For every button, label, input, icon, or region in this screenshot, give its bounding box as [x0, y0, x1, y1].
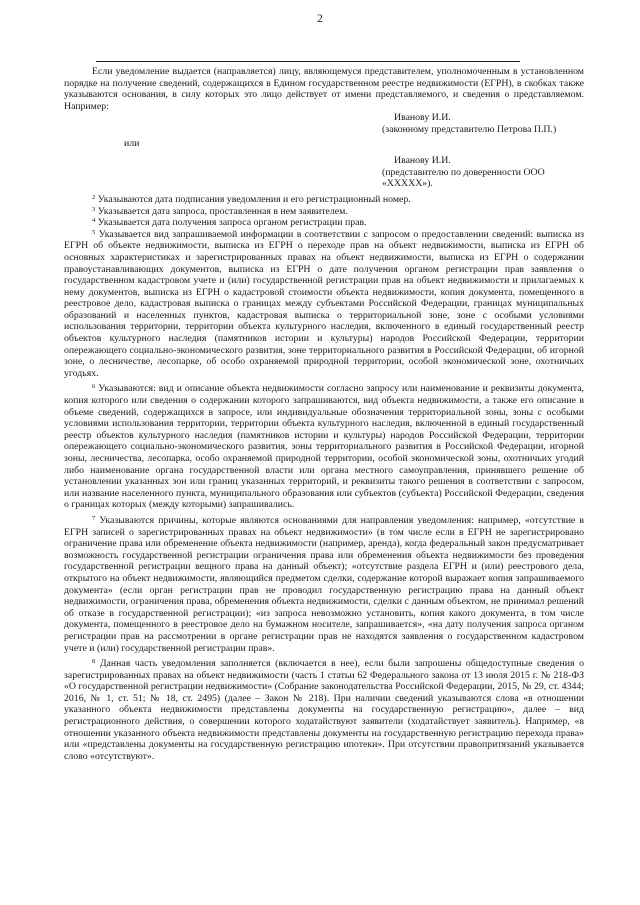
example2-role-line2: «ХХХХХ»). [382, 178, 433, 190]
footnote-3-text: Указывается дата запроса, проставленная в нем заявителем. [97, 205, 348, 217]
footnote-4 [64, 217, 584, 229]
footnote-3-number: 3 [92, 205, 96, 213]
footnote-2-text: Указываются дата подписания уведомления и его регистрационный номер. [97, 193, 411, 205]
footnote-2-number: 2 [92, 193, 96, 201]
footnote-8-number: 8 [92, 658, 96, 666]
footnote-8 [64, 658, 584, 762]
page-number: 2 [317, 13, 323, 25]
footnote-separator [96, 61, 520, 62]
example2-name: Иванову И.И. [394, 155, 451, 167]
or-word: или [124, 137, 140, 149]
footnote-2 [64, 194, 584, 206]
footnote-7-text: Указываются причины, которые являются основаниями для направления уведомления: например, «отсутствие в ЕГРН записей о зарегистрированных правах на объект недвижимости» (в том числе если в ЕГРН не зарегистрировано ограничение права или обременение объекта недвижимости (например, аренда), когда федеральный закон предусматривает возможность государственной регистрации ограничения права или обременения объекта недвижимости без проведения государственной регистрации вещного права на данный объект); «отсутствие раздела ЕГРН и (или) реестрового дела, открытого на объект недвижимости, являющийся предметом сделки, содержание которой выражает копия запрашиваемого документа» (если орган регистрации прав не проводил государственную регистрацию права на данный объект недвижимости, ограничения права, обременения объекта недвижимости, сделки с данным объектом, не принимал решений об отказе в государственной регистрации); «из запроса невозможно установить, копия какого документа, в том числе документа, помещенного в реестровое дело на бумажном носителе, запрашивается», «на дату получения запроса органом регистрации прав на рассмотрении в органе регистрации прав не находятся заявления о государственном кадастровом учете и (или) государственной регистрации прав». [64, 514, 585, 654]
footnote-5-text: Указывается вид запрашиваемой информации в соответствии с запросом о предоставлении сведений: выписка из ЕГРН об объекте недвижимости, выписка из ЕГРН о переходе прав на объект недвижимости, выписка из ЕГРН об основных характеристиках и зарегистрированных правах на объект недвижимости, выписка из ЕГРН о содержании правоустанавливающих документов, выписка из ЕГРН о дате получения органом регистрации прав заявления о государственном кадастровом учете и (или) государственной регистрации прав на объект недвижимости и прилагаемых к нему документов, выписка из ЕГРН о кадастровой стоимости объекта недвижимости, копия документа, помещенного в реестровое дело, кадастровая выписка о границах между субъектами Российской Федерации, границах муниципальных образований и населенных пунктов, кадастровая выписка о территориальной зоне, зоне с особыми условиями использования территории, территории объекта культурного наследия, включенного в единый государственный реестр объектов культурного наследия (памятников истории и культуры) народов Российской Федерации, территории опережающего социально-экономического развития, зоне территориального развития в Российской Федерации, об игорной зоне, о лесничестве, лесопарке, об особо охраняемой природной территории, особой экономической зоне, охотничьих угодьях. [64, 228, 584, 379]
footnote-6 [64, 383, 584, 511]
example1-role: (законному представителю Петрова П.П.) [382, 123, 557, 135]
footnote-4-text: Указывается дата получения запроса органом регистрации прав. [97, 217, 367, 229]
intro-paragraph: Если уведомление выдается (направляется) лицу, являющемуся представителем, уполномоченным в установленном порядке на получение сведений, содержащихся в Едином государственном реестре недвижимости (ЕГРН), в скобках также указываются основания, в силу которых это лицо действует от имени представляемого, и сведения о представляемом. Например: [64, 66, 584, 112]
example2-role-line1: (представителю по доверенности ООО [382, 166, 545, 178]
footnote-7-number: 7 [92, 514, 96, 522]
footnote-5-number: 5 [92, 228, 96, 236]
footnotes-body [64, 66, 584, 762]
footnote-6-number: 6 [92, 383, 96, 391]
example1-name: Иванову И.И. [394, 112, 451, 124]
footnote-4-number: 4 [92, 217, 96, 225]
footnote-5 [64, 229, 584, 380]
footnote-7 [64, 515, 584, 654]
footnote-6-text: Указываются: вид и описание объекта недвижимости согласно запросу или наименование и реквизиты документа, копия которого или сведения о содержании которого запрашиваются, вид объекта недвижимости, а также его описание в объеме сведений, содержащихся в запросе, или индивидуальные обозначения территориальной зоны, зоны с особыми условиями использования территории, территории объекта культурного наследия, включенной в единый государственный реестр объектов культурного наследия (памятников истории и культуры) народов Российской Федерации, территории опережающего социально-экономического развития, зоны территориального развития в Российской Федерации, игорной зоны, лесничества, лесопарка, особо охраняемой природной территории, особой экономической зоны, охотничьих угодий либо наименование органа государственной власти или органа местного самоуправления, принявшего решение об установлении указанных зон или границ указанных территорий, и реквизиты такого решения в соответствии с запросом, или название населенного пункта, муниципального образования или субъектов (субъекта) Российской Федерации, сведения о границах которых (между которыми) запрашивались. [64, 383, 585, 511]
footnote-8-text: Данная часть уведомления заполняется (включается в нее), если были запрошены общедоступные сведения о зарегистрированных правах на объект недвижимости (часть 1 статьи 62 Федерального закона от 13 июля 2015 г. № 218-ФЗ «О государственной регистрации недвижимости» (Собрание законодательства Российской Федерации, 2015, № 29, ст. 4344; 2016, № 1, ст. 51; № 18, ст. 2495) (далее – Закон № 218). При наличии сведений указываются слова «в отношении указанного объекта недвижимости представлены документы на государственную регистрацию», далее – вид регистрационного действия, о совершении которого ходатайствуют заявители (ходатайствует заявитель). Например, «в отношении указанного объекта недвижимости представлены документы на государственную регистрацию перехода права» или «представлены документы на государственную регистрацию ипотеки». При отсутствии правопритязаний указывается слово «отсутствуют». [64, 658, 584, 762]
footnote-3 [64, 206, 584, 218]
